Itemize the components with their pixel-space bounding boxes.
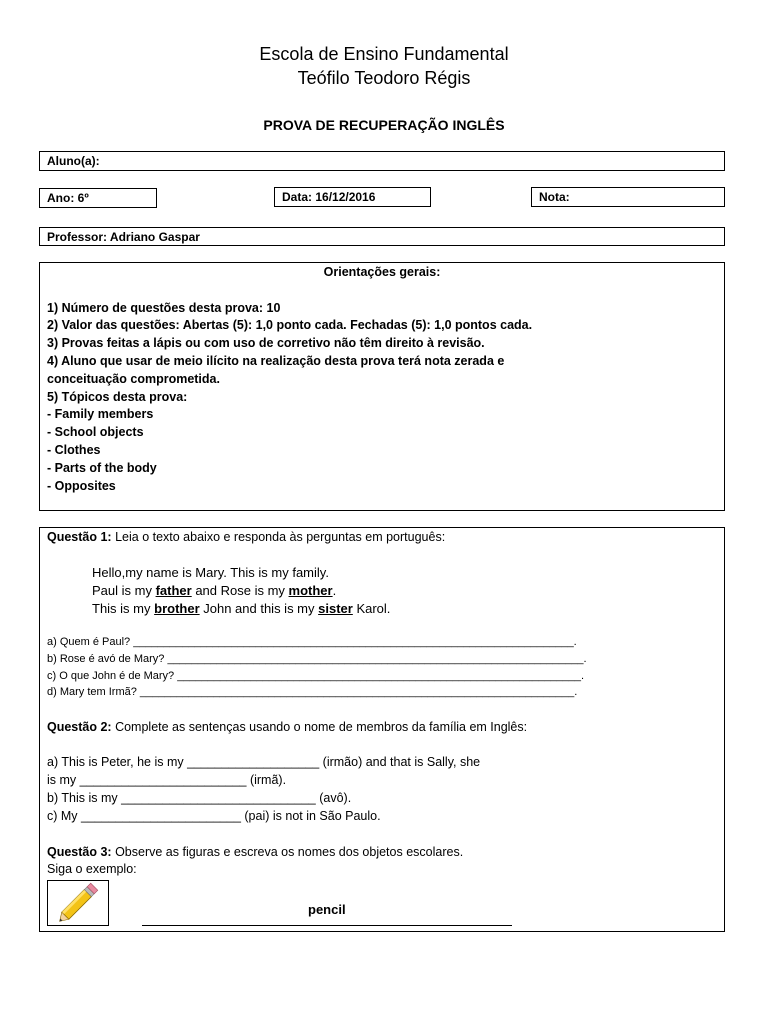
- exam-title: PROVA DE RECUPERAÇÃO INGLÊS: [263, 117, 505, 133]
- teacher-label: Professor: Adriano Gaspar: [47, 230, 200, 244]
- story-line-3: [92, 601, 390, 616]
- keyword-mother: mother: [288, 583, 333, 598]
- grade-field: [39, 188, 157, 208]
- topic-item: - Clothes: [47, 442, 101, 457]
- story-text: and Rose is my: [191, 583, 289, 598]
- topic-item: - Opposites: [47, 478, 116, 493]
- student-name-label: Aluno(a):: [47, 154, 100, 168]
- general-instructions-box: [39, 262, 725, 511]
- story-text: John and this is my: [199, 601, 319, 616]
- instruction-line: 5) Tópicos desta prova:: [47, 389, 188, 404]
- question-2-label: Questão 2:: [47, 720, 112, 734]
- question-3-label: Questão 3:: [47, 845, 112, 859]
- instruction-line: conceituação comprometida.: [47, 371, 220, 386]
- teacher-field: [39, 227, 725, 246]
- question-2-prompt: Complete as sentenças usando o nome de membros da família em Inglês:: [111, 720, 528, 734]
- story-text: Karol.: [352, 601, 391, 616]
- answer-line[interactable]: [142, 925, 512, 926]
- instructions-heading: Orientações gerais:: [323, 265, 441, 279]
- date-label: Data: 16/12/2016: [282, 190, 376, 204]
- question-1-label: Questão 1:: [47, 530, 112, 544]
- instruction-line: 4) Aluno que usar de meio ilícito na realização desta prova terá nota zerada e: [47, 353, 505, 368]
- question-3-heading: [47, 845, 463, 859]
- score-label: Nota:: [539, 190, 570, 204]
- school-name-line2: Teófilo Teodoro Régis: [297, 68, 471, 88]
- grade-label: Ano: 6º: [47, 191, 89, 205]
- question-2a[interactable]: a) This is Peter, he is my ___________________ (irmão) and that is Sally, she: [47, 755, 481, 769]
- story-line-2: [92, 583, 336, 598]
- date-field: [274, 187, 431, 207]
- questions-box: [39, 527, 725, 932]
- pencil-icon: [48, 881, 108, 925]
- instruction-line: 1) Número de questões desta prova: 10: [47, 300, 281, 315]
- question-2-heading: [47, 720, 527, 734]
- question-1b[interactable]: b) Rose é avó de Mary? ____________________________________________________________________.: [47, 653, 587, 665]
- topic-item: - School objects: [47, 425, 144, 440]
- pencil-image-frame: [47, 880, 109, 926]
- topic-item: - Family members: [47, 407, 154, 422]
- instruction-line: 2) Valor das questões: Abertas (5): 1,0 ponto cada. Fechadas (5): 1,0 pontos cada.: [47, 318, 533, 333]
- story-line-1: Hello,my name is Mary. This is my family.: [92, 565, 329, 580]
- keyword-father: father: [155, 583, 192, 598]
- question-1-heading: [47, 530, 445, 544]
- question-3-instruction: Siga o exemplo:: [47, 862, 137, 876]
- question-3-prompt: Observe as figuras e escreva os nomes dos objetos escolares.: [111, 845, 464, 859]
- question-1-prompt: Leia o texto abaixo e responda às perguntas em português:: [111, 530, 446, 544]
- question-2b[interactable]: b) This is my ____________________________ (avô).: [47, 791, 352, 805]
- school-name-line1: Escola de Ensino Fundamental: [259, 44, 509, 64]
- story-text: Paul is my: [92, 583, 156, 598]
- question-1a[interactable]: a) Quem é Paul? ________________________________________________________________________.: [47, 636, 577, 648]
- question-1c[interactable]: c) O que John é de Mary? __________________________________________________________________.: [47, 670, 585, 682]
- story-text: .: [332, 583, 337, 598]
- keyword-sister: sister: [318, 601, 353, 616]
- keyword-brother: brother: [154, 601, 200, 616]
- student-name-field[interactable]: [39, 151, 725, 171]
- instruction-line: 3) Provas feitas a lápis ou com uso de corretivo não têm direito à revisão.: [47, 336, 485, 351]
- score-field[interactable]: [531, 187, 725, 207]
- story-text: This is my: [92, 601, 155, 616]
- question-1d[interactable]: d) Mary tem Irmã? _______________________________________________________________________.: [47, 686, 578, 698]
- example-answer: pencil: [308, 902, 346, 917]
- topic-item: - Parts of the body: [47, 460, 157, 475]
- question-2c[interactable]: c) My _______________________ (pai) is not in São Paulo.: [47, 809, 381, 823]
- question-2a-cont[interactable]: is my ________________________ (irmã).: [47, 773, 287, 787]
